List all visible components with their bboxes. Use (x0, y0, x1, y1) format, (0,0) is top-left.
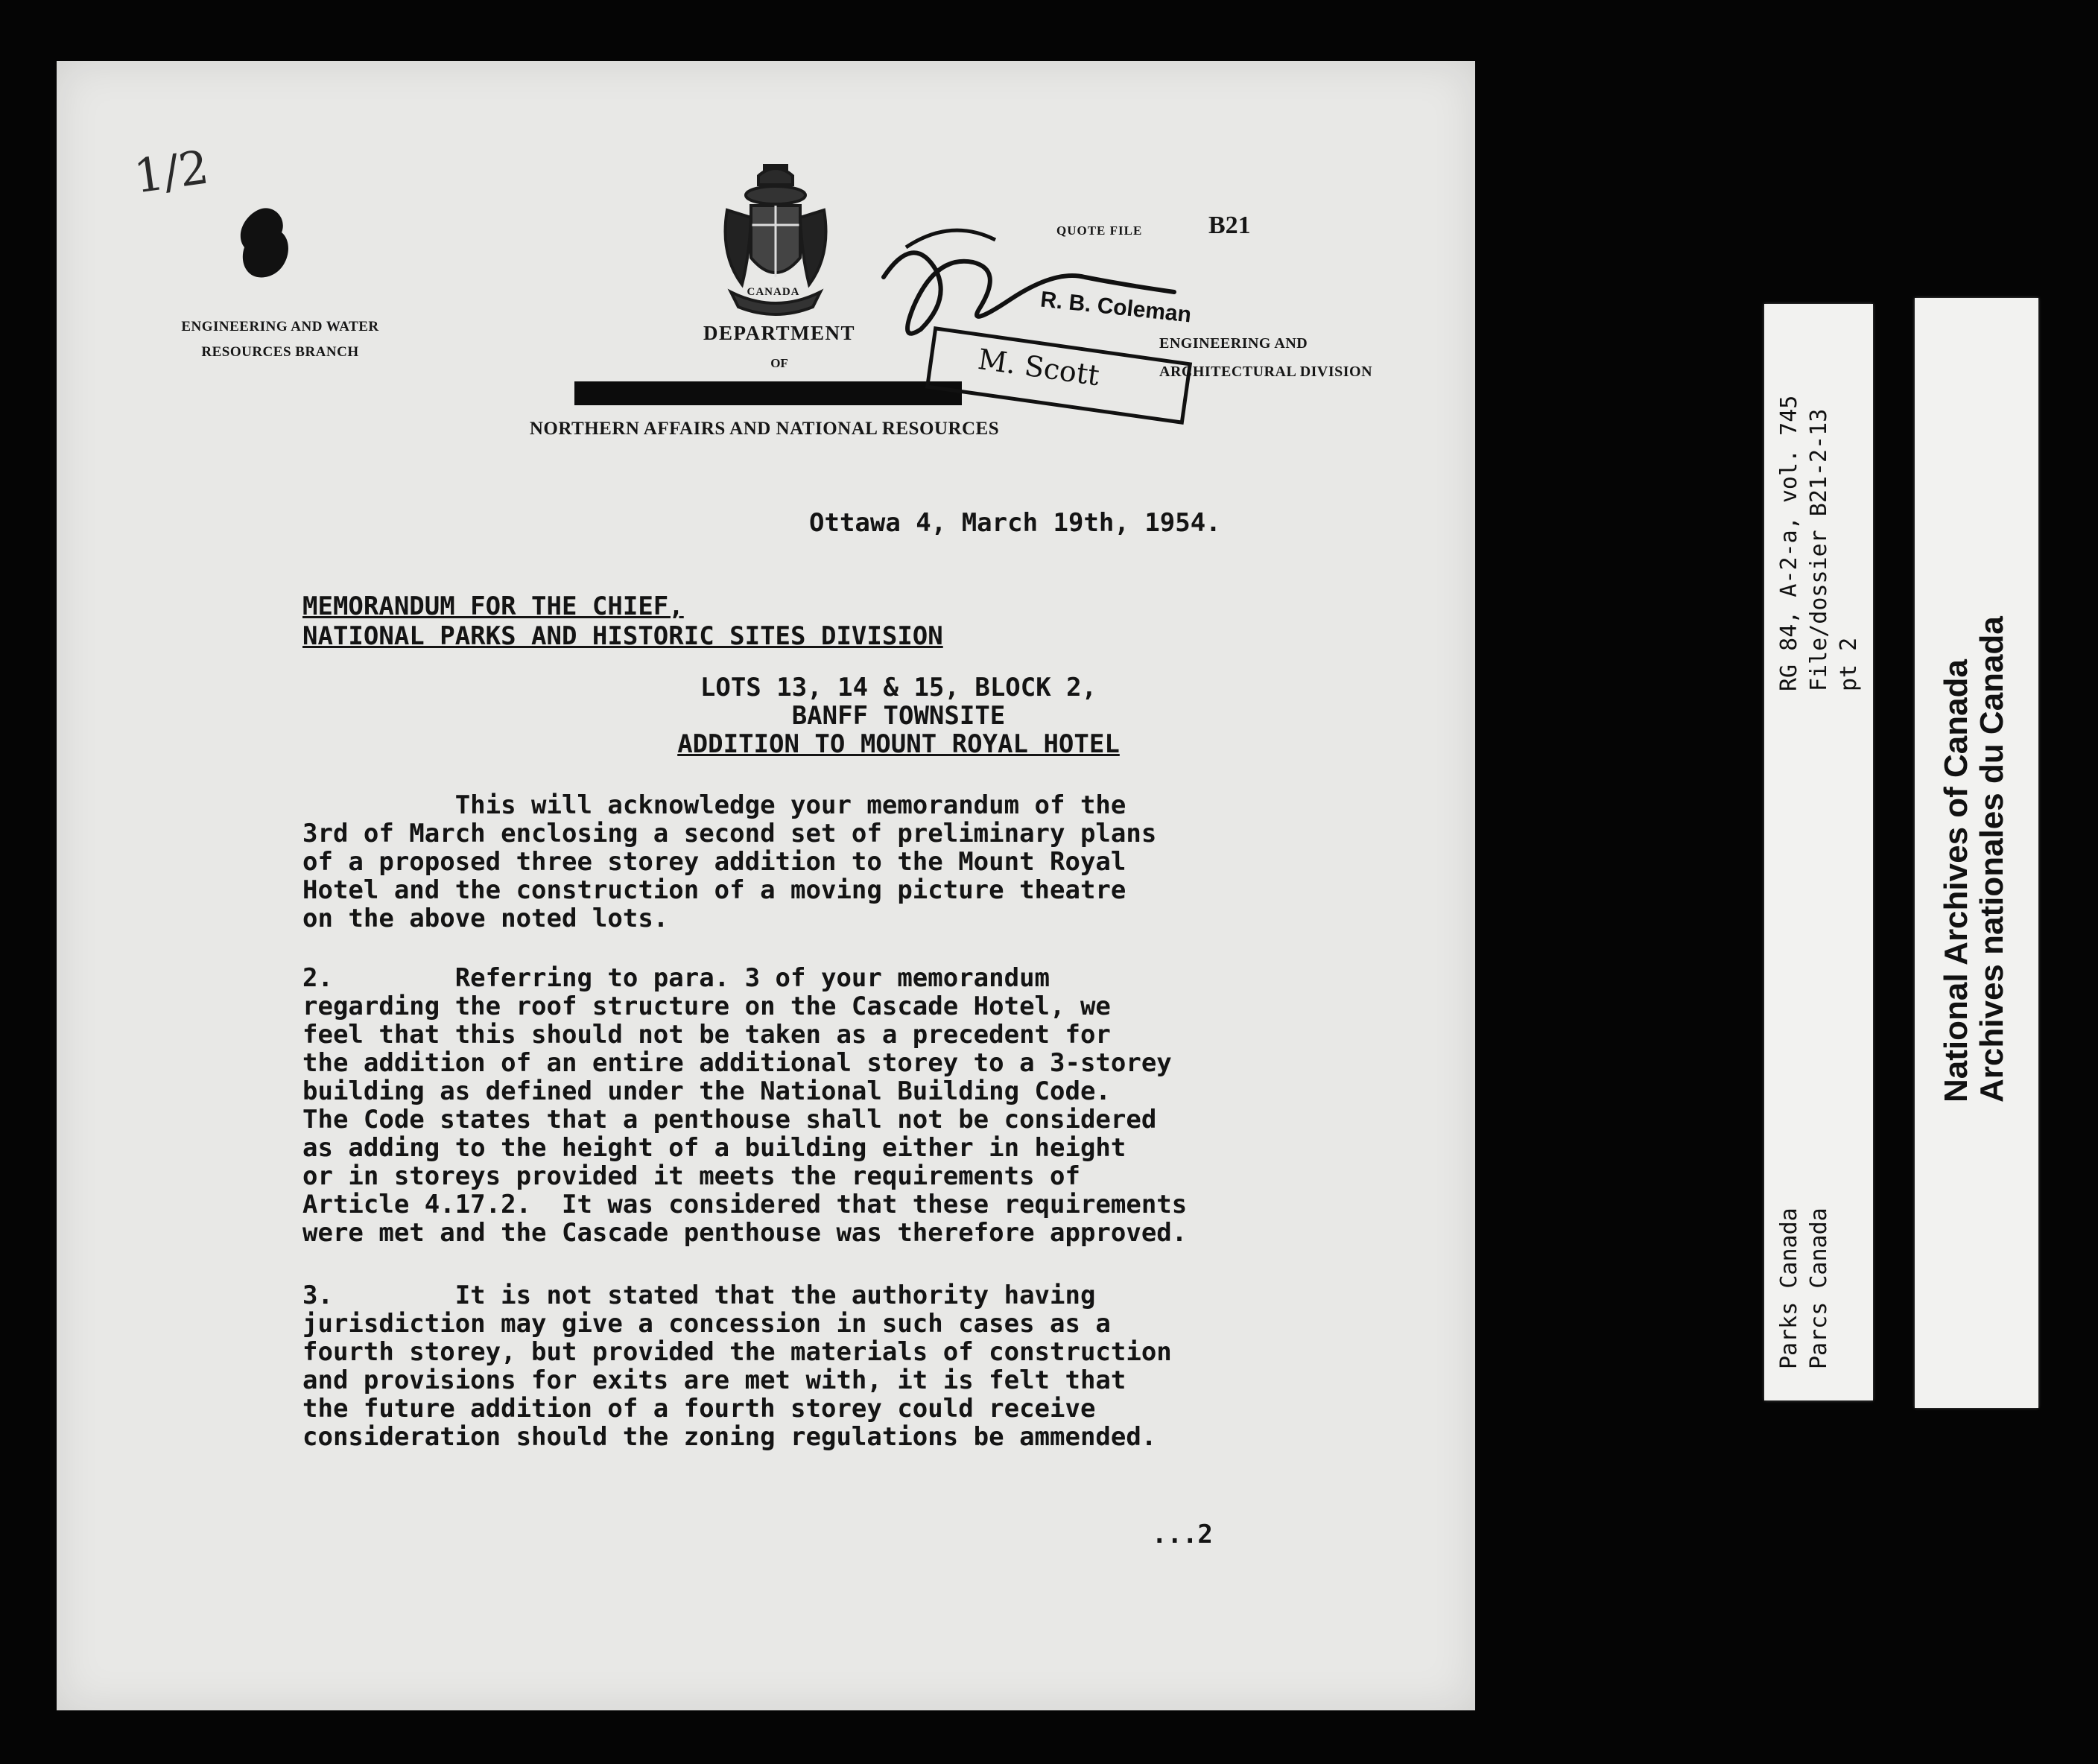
page-continuation: ...2 (1152, 1520, 1213, 1549)
department-label: DEPARTMENT (703, 322, 856, 344)
quote-file-number: B21 (1208, 212, 1251, 239)
archives-line: Archives nationales du Canada (1974, 616, 2010, 1102)
country-label: CANADA (747, 286, 800, 298)
text-line: 3rd of March enclosing a second set of preliminary plans (302, 819, 1157, 848)
agency-block (1775, 1208, 1834, 1369)
division-line: ENGINEERING AND (1159, 335, 1308, 352)
text-line: building as defined under the National Building Code. (302, 1076, 1111, 1106)
text-line: feel that this should not be taken as a precedent for (302, 1020, 1111, 1050)
text-line: of a proposed three storey addition to the Mount Royal (302, 847, 1126, 877)
quote-file-label: QUOTE FILE (1056, 223, 1143, 238)
text-line: Article 4.17.2. It was considered that these requirements (302, 1190, 1188, 1219)
stamp-text: M. Scott (975, 342, 1102, 393)
paragraph-1 (302, 791, 1398, 933)
redaction-bar (574, 381, 962, 405)
ministry-name: NORTHERN AFFAIRS AND NATIONAL RESOURCES (529, 419, 1000, 439)
ink-blot-icon (235, 203, 302, 285)
text-line: This will acknowledge your memorandum of the (302, 790, 1126, 820)
text-line: fourth storey, but provided the materials of construction (302, 1337, 1172, 1367)
subject-line: ADDITION TO MOUNT ROYAL HOTEL (677, 729, 1120, 759)
text-line: regarding the roof structure on the Cascade Hotel, we (302, 992, 1111, 1021)
addressee-line: NATIONAL PARKS AND HISTORIC SITES DIVISION (302, 621, 943, 651)
text-line: as adding to the height of a building either in height (302, 1133, 1126, 1163)
memorandum-sheet (57, 61, 1475, 1710)
text-line: 3. It is not stated that the authority having (302, 1281, 1096, 1310)
memo-date: Ottawa 4, March 19th, 1954. (809, 508, 1221, 538)
text-line: the addition of an entire additional storey to a 3-storey (302, 1048, 1172, 1078)
text-line: on the above noted lots. (302, 904, 669, 933)
archive-reference-label (1764, 304, 1873, 1400)
coat-of-arms-icon (712, 150, 839, 337)
paragraph-3 (302, 1281, 1398, 1451)
addressee-line: MEMORANDUM FOR THE CHIEF, (302, 591, 684, 621)
signature-name: R. B. Coleman (1039, 287, 1193, 328)
agency-line: Parcs Canada (1806, 1208, 1832, 1369)
agency-line: Parks Canada (1776, 1208, 1802, 1369)
text-line: or in storeys provided it meets the requirements of (302, 1161, 1080, 1191)
memo-subject (563, 673, 1234, 758)
subject-line: LOTS 13, 14 & 15, BLOCK 2, (700, 673, 1097, 702)
reference-line: pt 2 (1836, 637, 1862, 691)
subject-line: BANFF TOWNSITE (791, 701, 1006, 731)
text-line: The Code states that a penthouse shall not be considered (302, 1105, 1157, 1135)
archives-name-block (1939, 616, 2010, 1102)
text-line: jurisdiction may give a concession in such cases as a (302, 1309, 1111, 1339)
text-line: 2. Referring to para. 3 of your memorandum (302, 963, 1050, 993)
text-line: the future addition of a fourth storey could receive (302, 1394, 1096, 1424)
handwritten-mark: 1/2 (130, 139, 212, 204)
handwritten-signature-icon (861, 218, 1204, 352)
reference-line: File/dossier B21-2-13 (1806, 408, 1832, 691)
reference-line: RG 84, A-2-a, vol. 745 (1776, 395, 1802, 691)
text-line: consideration should the zoning regulations be ammended. (302, 1422, 1157, 1452)
archives-line: National Archives of Canada (1938, 659, 1974, 1102)
of-label: OF (770, 356, 788, 370)
memo-addressee (302, 591, 943, 651)
branch-line: RESOURCES BRANCH (201, 344, 359, 360)
text-line: were met and the Cascade penthouse was therefore approved. (302, 1218, 1188, 1248)
text-line: Hotel and the construction of a moving picture theatre (302, 875, 1126, 905)
division-line: ARCHITECTURAL DIVISION (1159, 364, 1373, 380)
branch-name (139, 314, 422, 365)
national-archives-label (1915, 298, 2038, 1408)
text-line: and provisions for exits are met with, it is felt that (302, 1365, 1126, 1395)
branch-line: ENGINEERING AND WATER (181, 319, 379, 334)
reference-block (1775, 396, 1864, 691)
paragraph-2 (302, 964, 1398, 1247)
